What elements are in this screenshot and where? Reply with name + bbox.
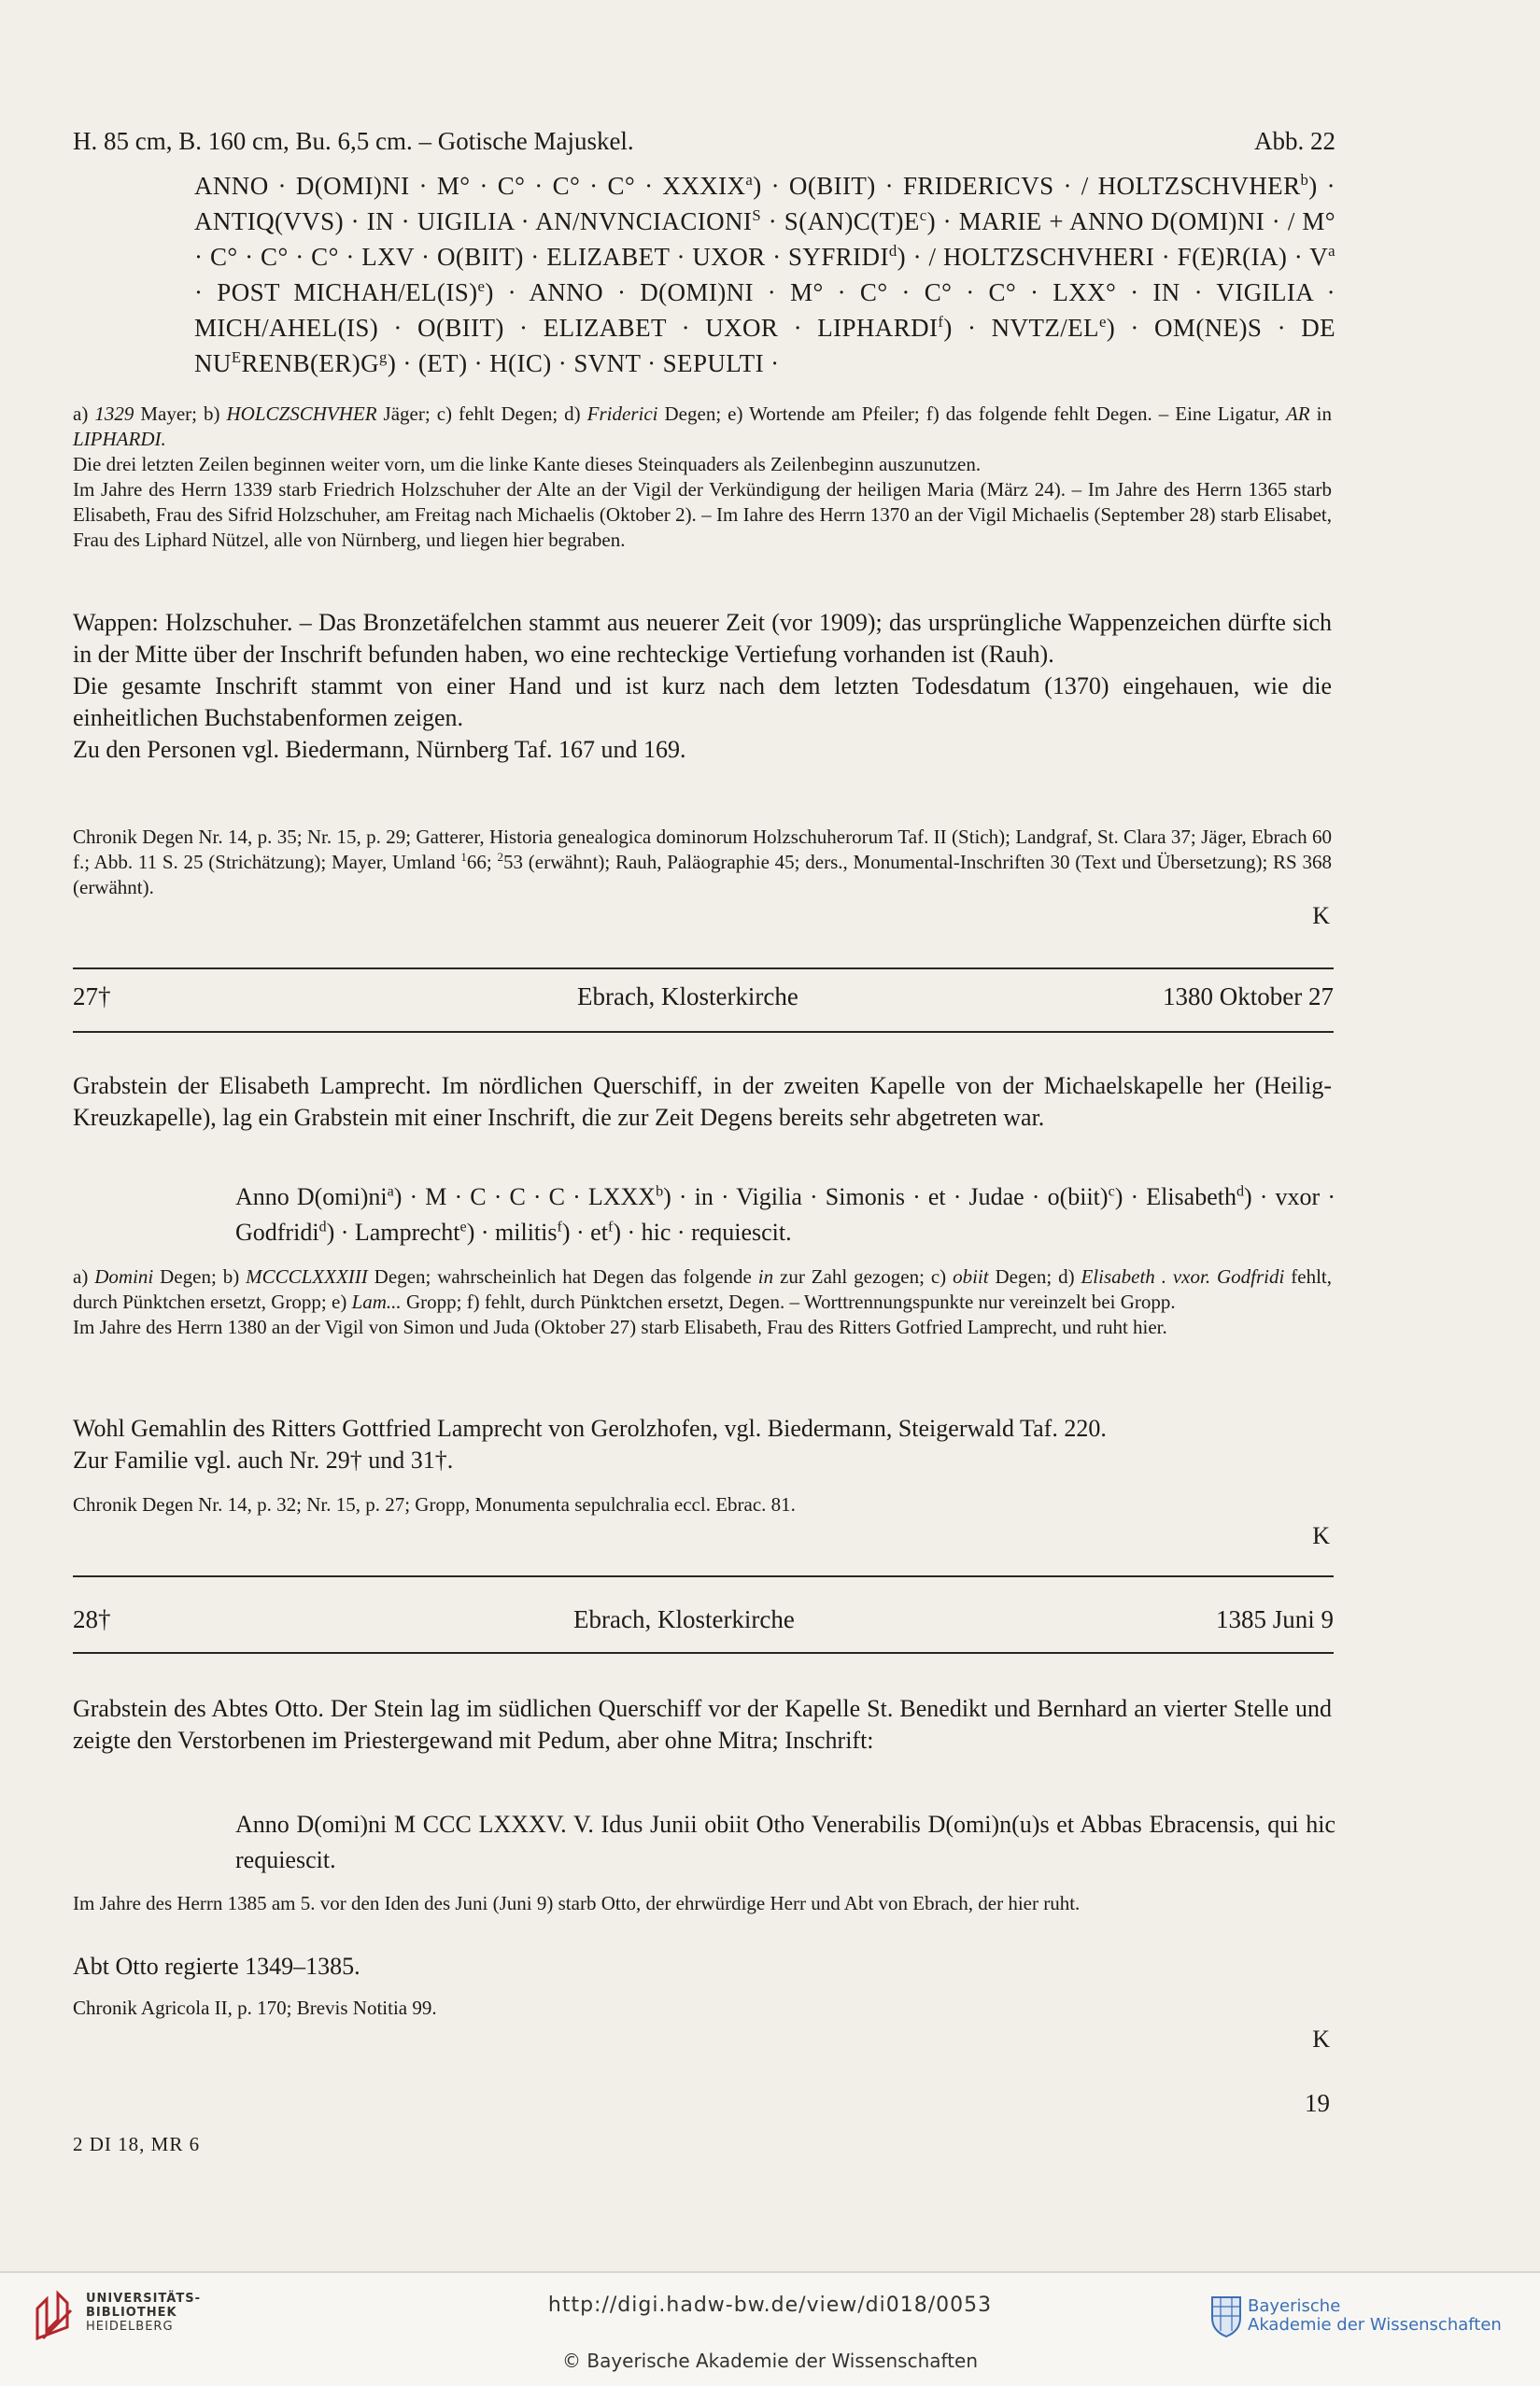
entry-date: 1385 Juni 9 (1215, 1605, 1334, 1633)
entry-place: Ebrach, Klosterkirche (577, 982, 798, 1010)
commentary-27: Wohl Gemahlin des Ritters Gottfried Lamprecht von Gerolzhofen, vgl. Biedermann, Steigerwald Taf. 220. Zur Familie vgl. auch Nr. 29† und 31†. (73, 1415, 1107, 1474)
copyright-notice: © Bayerische Akademie der Wissenschaften (561, 2350, 979, 2372)
academy-name: Bayerische Akademie der Wissenschaften (1248, 2296, 1502, 2335)
entry-divider-top (73, 967, 1334, 969)
permalink-url[interactable]: http://digi.hadw-bw.de/view/di018/0053 (547, 2294, 993, 2317)
entry-number: 28† (73, 1605, 111, 1633)
entry-divider-bottom (73, 1652, 1334, 1654)
entry-date: 1380 Oktober 27 (1163, 982, 1334, 1010)
author-siglum-28: K (1312, 2026, 1330, 2053)
literature-26: Chronik Degen Nr. 14, p. 35; Nr. 15, p. 29; Gatterer, Historia genealogica dominorum Holzschuherorum Taf. II (Stich); Landgraf, St. Clara 37; Jäger, Ebrach 60 f.; Abb. 11 S. 25 (Strichätzung); Mayer, Umland $^1$66; $^2$53 (erwähnt); Rauh, Paläographie 45; ders., Monumental-Inschriften 30 (Text und Übersetzung); RS 368 (erwähnt). (73, 826, 1332, 898)
entry-divider-top (73, 1575, 1334, 1577)
description-28: Grabstein des Abtes Otto. Der Stein lag im südlichen Querschiff vor der Kapelle St. Benedikt und Bernhard an vierter Stelle und zeigte den Verstorbenen im Priestergewand mit Pedum, aber ohne Mitra; Inschrift: (73, 1695, 1332, 1754)
inscription-26: ANNO · $D(OMI)NI \cdot M^\circ \cdot C^\circ \cdot C^\circ \cdot C^\circ \cdot XXXIX^a$) · O(BIIT) · FRIDERICVS · / $HOLTZSCHVHER^b$) · ANTIQ(VVS) · IN · UIGILIA · $AN/NVNCIACIONI^S \cdot S(AN)C(T)E^c$) · MARIE + ANNO D(OMI)NI · / M° · C° · C° · C° · LXV · O(BIIT) · ELIZABET · UXOR · $SYFRIDI^d$) · / HOLTZSCHVHERI · $F(E)R(IA) \cdot V^a$ · POST MICHAH/EL(IS)$^e$) · ANNO · D(OMI)NI · M° · C° · C° · C° · LXX° · IN · VIGILIA · MICH/AHEL(IS) · O(BIIT) · ELIZABET · UXOR · $LIPHARDI^f$) · NVTZ/$EL^e) \cdot OM(NE)S$ · DE $NU^ERENB(ER)G^g) \cdot (ET) \cdot H(IC)$ · SVNT · SEPULTI · (194, 171, 1336, 377)
inscription-28: Anno D(omi)ni M CCC LXXXV. V. Idus Junii obiit Otho Venerabilis D(omi)n(u)s et Abbas Ebracensis, qui hic requiescit. (235, 1811, 1335, 1873)
author-siglum-27: K (1312, 1522, 1330, 1549)
library-name: UNIVERSITÄTS- BIBLIOTHEK HEIDELBERG (86, 2292, 201, 2334)
author-siglum-26: K (1312, 902, 1330, 929)
inscription-27: Anno $D(omi)ni^a) \cdot M \cdot C \cdot C \cdot C$ · $LXXX^b$) · in · Vigilia · Simonis · et · Judae · o(biit)$^c$) · Elisabeth$^d$) · vxor · Godfridi$^d$) · Lamprecht$^e$) · militis$^f$) · $et^f$) · hic · requiescit. (235, 1183, 1335, 1246)
academy-crest-icon (1209, 2294, 1243, 2338)
entry-place: Ebrach, Klosterkirche (573, 1605, 795, 1633)
printer-signature: 2 DI 18, MR 6 (73, 2133, 201, 2155)
description-27: Grabstein der Elisabeth Lamprecht. Im nördlichen Querschiff, in der zweiten Kapelle von der Michaelskapelle her (Heilig-Kreuzkapelle), lag ein Grabstein mit einer Inschrift, die zur Zeit Degens bereits sehr abgetreten war. (73, 1072, 1332, 1131)
entry-divider-bottom (73, 1031, 1334, 1033)
apparatus-27: a) Domini Degen; b) MCCCLXXXIII Degen; wahrscheinlich hat Degen das folgende in zur Zahl gezogen; c) obiit Degen; d) Elisabeth . vxor. Godfridi fehlt, durch Pünktchen ersetzt, Gropp; e) Lam... Gropp; f) fehlt, durch Pünktchen ersetzt, Degen. – Worttrennungspunkte nur vereinzelt bei Gropp. Im Jahre des Herrn 1380 an der Vigil von Simon und Juda (Oktober 27) starb Elisabeth, Frau des Ritters Gotfried Lamprecht, und ruht hier. (73, 1265, 1332, 1338)
translation-28: Im Jahre des Herrn 1385 am 5. vor den Iden des Juni (Juni 9) starb Otto, der ehrwürdige Herr und Abt von Ebrach, der hier ruht. (73, 1892, 1081, 1914)
literature-28: Chronik Agricola II, p. 170; Brevis Notitia 99. (73, 1997, 437, 2019)
literature-27: Chronik Degen Nr. 14, p. 32; Nr. 15, p. 27; Gropp, Monumenta sepulchralia eccl. Ebrac. 81. (73, 1493, 796, 1516)
apparatus-26: a) 1329 Mayer; b) HOLCZSCHVHER Jäger; c) fehlt Degen; d) Friderici Degen; e) Wortende am Pfeiler; f) das folgende fehlt Degen. – Eine Ligatur, AR in LIPHARDI. Die drei letzten Zeilen beginnen weiter vorn, um die linke Kante dieses Steinquaders als Zeilenbeginn auszunutzen. Im Jahre des Herrn 1339 starb Friedrich Holzschuher der Alte an der Vigil der Verkündigung der heiligen Maria (März 24). – Im Jahre des Herrn 1365 starb Elisabeth, Frau des Sifrid Holzschuher, am Freitag nach Michaelis (Oktober 2). – Im Iahre des Herrn 1370 an der Vigil Michaelis (September 28) starb Elisabet, Frau des Liphard Nützel, alle von Nürnberg, und liegen hier begraben. (73, 402, 1332, 551)
measurements-line: H. 85 cm, B. 160 cm, Bu. 6,5 cm. – Gotische Majuskel. (73, 127, 634, 155)
commentary-28: Abt Otto regierte 1349–1385. (73, 1953, 360, 1980)
commentary-26: Wappen: Holzschuher. – Das Bronzetäfelchen stammt aus neuerer Zeit (vor 1909); das ursprüngliche Wappenzeichen dürfte sich in der Mitte über der Inschrift befunden haben, wo eine rechteckige Vertiefung vorhanden ist (Rauh). Die gesamte Inschrift stammt von einer Hand und ist kurz nach dem letzten Todesdatum (1370) eingehauen, wie die einheitlichen Buchstabenformen zeigen. Zu den Personen vgl. Biedermann, Nürnberg Taf. 167 und 169. (73, 609, 1332, 763)
page-number: 19 (1305, 2089, 1330, 2117)
figure-reference: Abb. 22 (1254, 127, 1335, 155)
digitization-footer (0, 2271, 1540, 2386)
entry-number: 27† (73, 982, 111, 1010)
